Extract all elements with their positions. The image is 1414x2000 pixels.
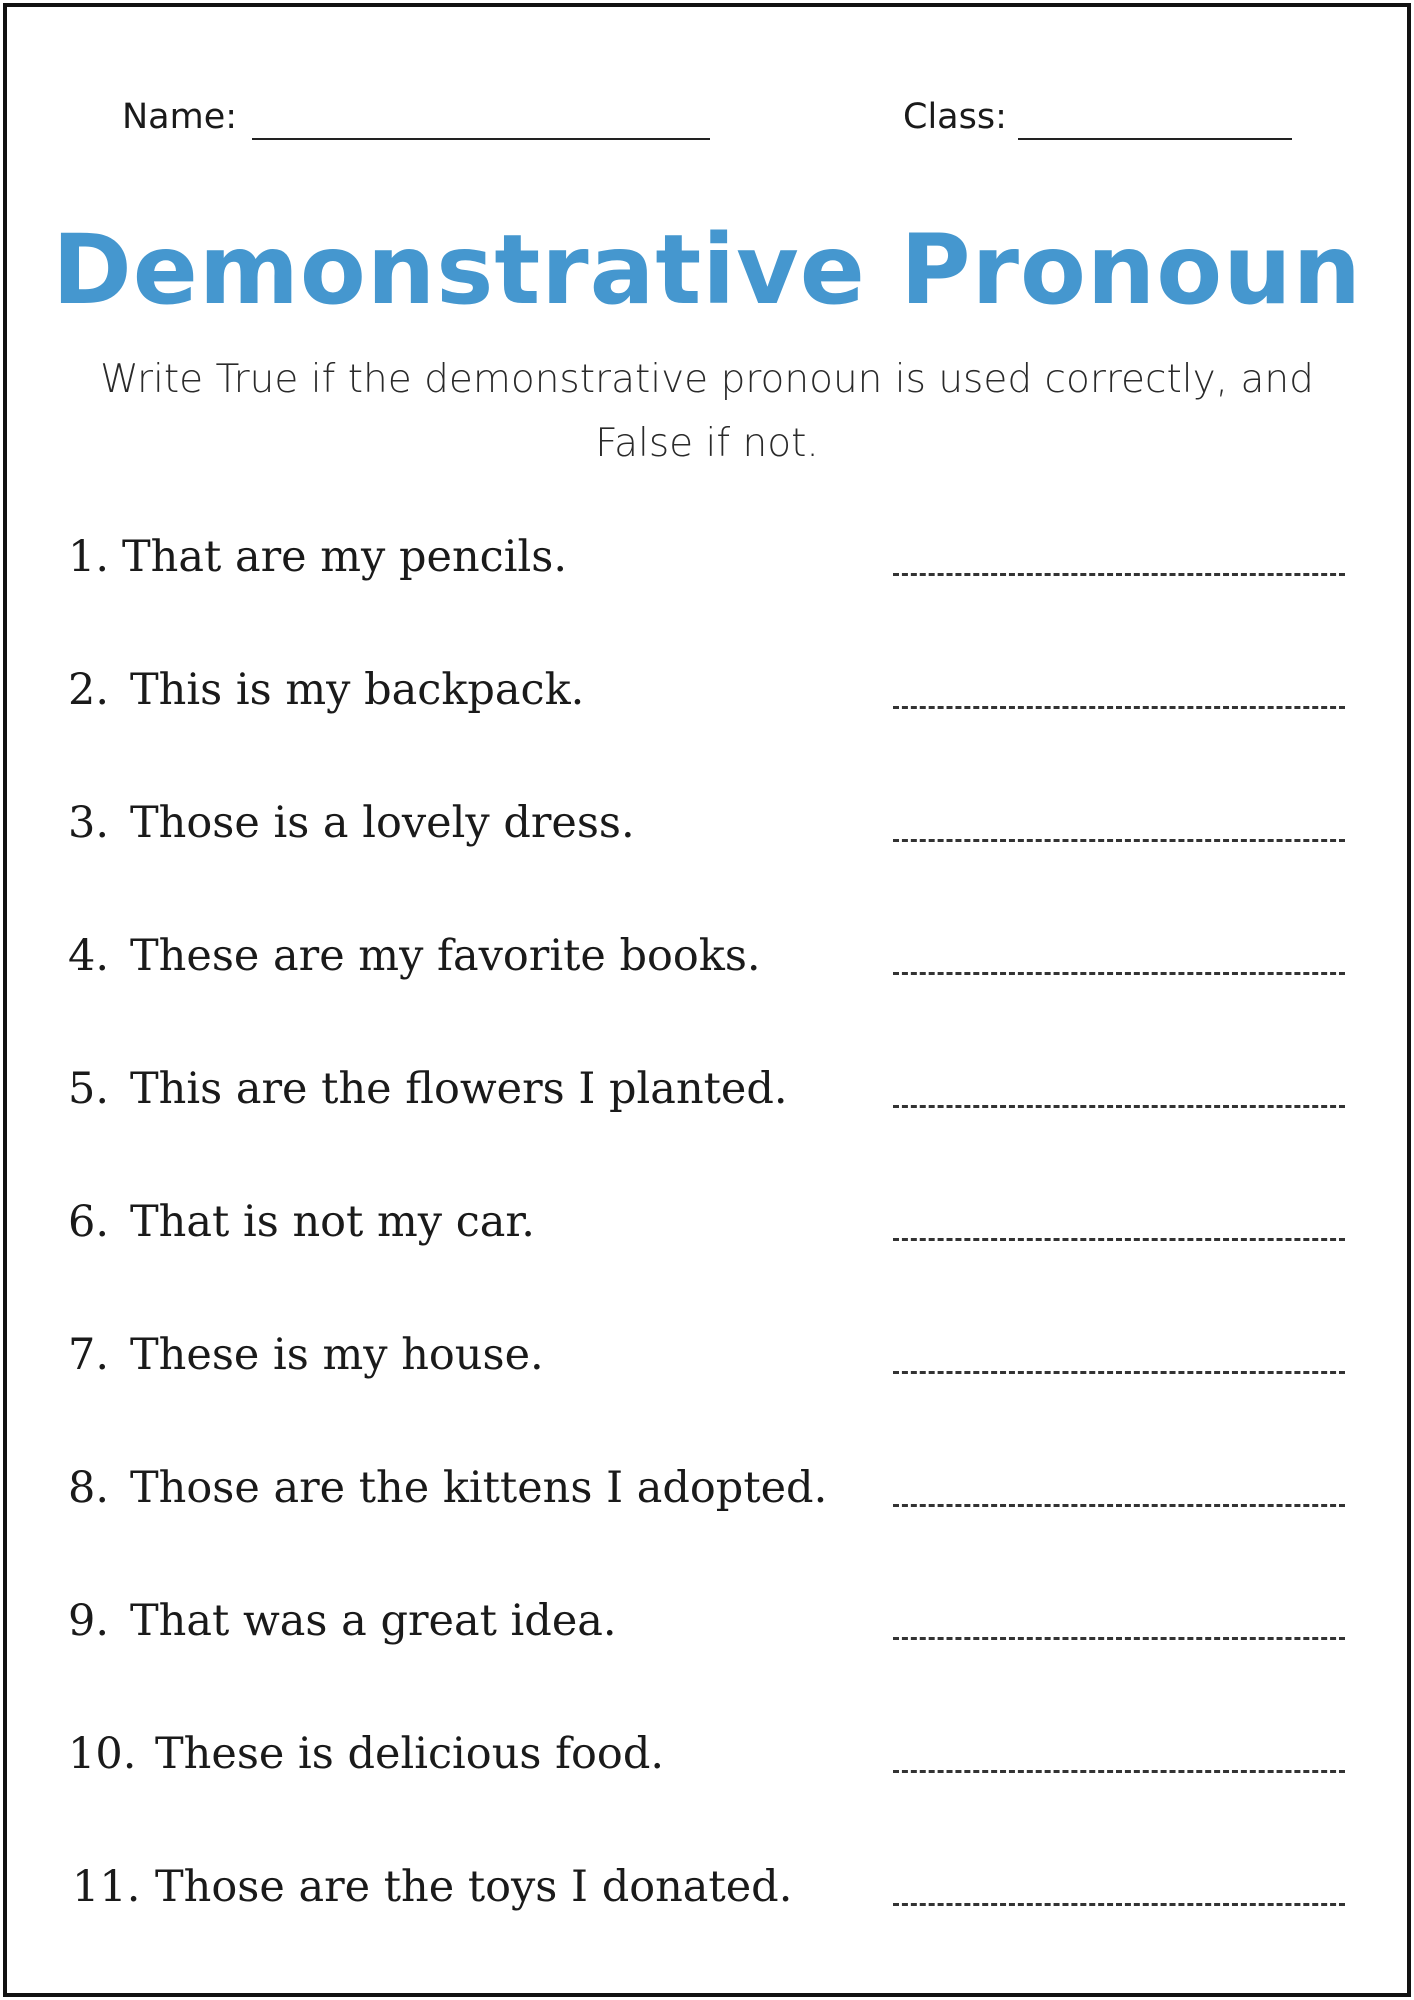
name-field[interactable] (252, 138, 710, 140)
question-text: This are the flowers I planted. (130, 1064, 788, 1114)
question-number: 11. (72, 1862, 141, 1912)
answer-blank[interactable] (893, 1903, 1345, 1906)
question-text: That is not my car. (130, 1197, 535, 1247)
page-title: Demonstrative Pronoun (52, 214, 1362, 326)
question-item (0, 924, 1414, 1004)
question-number: 2. (68, 665, 110, 715)
instructions-text: Write True if the demonstrative pronoun is used correctly, and False if not. (100, 357, 1314, 466)
question-item (0, 525, 1414, 605)
answer-blank[interactable] (893, 1770, 1345, 1773)
question-item (0, 1589, 1414, 1669)
question-number: 6. (68, 1197, 110, 1247)
question-item (0, 1855, 1414, 1935)
question-text: That was a great idea. (130, 1596, 617, 1646)
worksheet-header (0, 92, 1414, 142)
question-text: These is my house. (130, 1330, 544, 1380)
question-item (0, 1190, 1414, 1270)
question-text: These is delicious food. (155, 1729, 665, 1779)
answer-blank[interactable] (893, 573, 1345, 576)
answer-blank[interactable] (893, 706, 1345, 709)
class-label: Class: (903, 97, 1007, 137)
question-item (0, 658, 1414, 738)
question-text: Those are the kittens I adopted. (130, 1463, 828, 1513)
question-item (0, 1323, 1414, 1403)
question-number: 4. (68, 931, 110, 981)
question-number: 1. (68, 532, 110, 582)
question-item (0, 1722, 1414, 1802)
answer-blank[interactable] (893, 839, 1345, 842)
question-number: 3. (68, 798, 110, 848)
name-label: Name: (122, 97, 238, 137)
answer-blank[interactable] (893, 1637, 1345, 1640)
question-text: Those are the toys I donated. (155, 1862, 793, 1912)
question-number: 10. (68, 1729, 137, 1779)
answer-blank[interactable] (893, 1238, 1345, 1241)
question-number: 7. (68, 1330, 110, 1380)
question-number: 9. (68, 1596, 110, 1646)
answer-blank[interactable] (893, 1504, 1345, 1507)
answer-blank[interactable] (893, 1105, 1345, 1108)
question-text: That are my pencils. (122, 532, 567, 582)
question-item (0, 1057, 1414, 1137)
question-item (0, 1456, 1414, 1536)
class-field[interactable] (1018, 138, 1292, 140)
question-number: 8. (68, 1463, 110, 1513)
question-number: 5. (68, 1064, 110, 1114)
answer-blank[interactable] (893, 1371, 1345, 1374)
question-text: Those is a lovely dress. (130, 798, 635, 848)
question-item (0, 791, 1414, 871)
question-text: This is my backpack. (130, 665, 585, 715)
answer-blank[interactable] (893, 972, 1345, 975)
question-text: These are my favorite books. (130, 931, 761, 981)
